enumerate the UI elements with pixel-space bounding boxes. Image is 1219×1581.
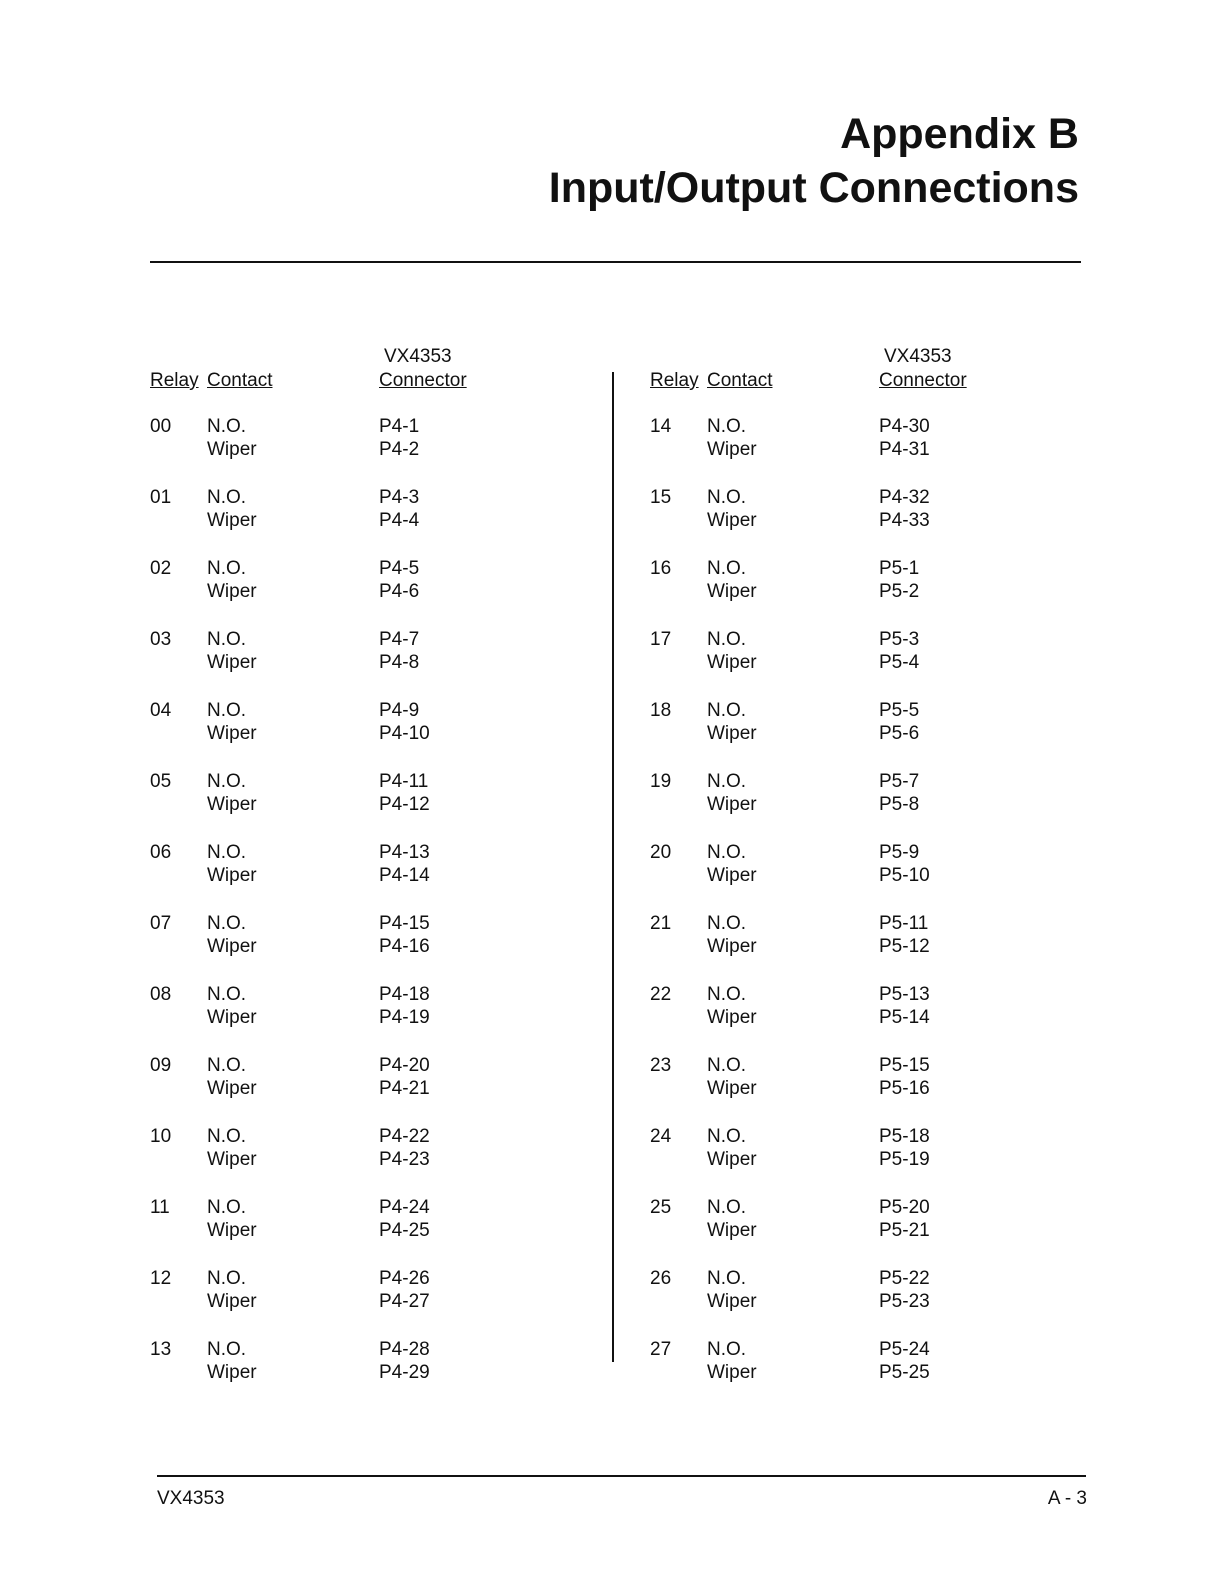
connector-pin-wiper: P4-16 bbox=[379, 936, 430, 957]
relay-number: 21 bbox=[650, 913, 672, 934]
header-connector-model: VX4353 bbox=[884, 346, 952, 367]
contact-no-label: N.O. bbox=[207, 984, 247, 1005]
table-row bbox=[650, 1125, 1010, 1196]
relay-number: 14 bbox=[650, 416, 672, 437]
contact-no-label: N.O. bbox=[707, 913, 747, 934]
connector-pin-no: P4-18 bbox=[379, 984, 430, 1005]
connector-pin-no: P4-3 bbox=[379, 487, 420, 508]
contact-no-label: N.O. bbox=[707, 416, 747, 437]
connector-pin-wiper: P5-21 bbox=[879, 1220, 930, 1241]
contact-wiper-label: Wiper bbox=[207, 510, 257, 531]
connector-pin-no: P4-28 bbox=[379, 1339, 430, 1360]
contact-no-label: N.O. bbox=[707, 1268, 747, 1289]
connector-pin-wiper: P5-8 bbox=[879, 794, 920, 815]
connector-pin-wiper: P4-14 bbox=[379, 865, 430, 886]
connector-pin-no: P5-11 bbox=[879, 913, 929, 934]
relay-number: 00 bbox=[150, 416, 172, 437]
contact-no-label: N.O. bbox=[207, 1339, 247, 1360]
contact-wiper-label: Wiper bbox=[207, 936, 257, 957]
table-row bbox=[650, 1054, 1010, 1125]
header-relay: Relay bbox=[650, 370, 699, 391]
contact-wiper-label: Wiper bbox=[707, 1149, 757, 1170]
table-row bbox=[150, 628, 510, 699]
contact-no-label: N.O. bbox=[707, 487, 747, 508]
connector-pin-wiper: P5-2 bbox=[879, 581, 920, 602]
connector-pin-no: P4-7 bbox=[379, 629, 420, 650]
connector-pin-wiper: P4-2 bbox=[379, 439, 420, 460]
contact-no-label: N.O. bbox=[707, 1197, 747, 1218]
table-row bbox=[150, 1054, 510, 1125]
table-row bbox=[650, 557, 1010, 628]
contact-no-label: N.O. bbox=[207, 1197, 247, 1218]
contact-wiper-label: Wiper bbox=[207, 1291, 257, 1312]
contact-wiper-label: Wiper bbox=[707, 510, 757, 531]
header-relay: Relay bbox=[150, 370, 199, 391]
contact-no-label: N.O. bbox=[707, 1126, 747, 1147]
table-rows bbox=[650, 415, 1010, 1409]
relay-number: 15 bbox=[650, 487, 672, 508]
table-row bbox=[650, 912, 1010, 983]
table-row bbox=[650, 628, 1010, 699]
contact-wiper-label: Wiper bbox=[207, 723, 257, 744]
connector-pin-no: P4-1 bbox=[379, 416, 420, 437]
table-row bbox=[150, 557, 510, 628]
connector-pin-no: P5-15 bbox=[879, 1055, 930, 1076]
connector-pin-no: P4-26 bbox=[379, 1268, 430, 1289]
column-divider-rule bbox=[612, 372, 614, 1362]
relay-number: 18 bbox=[650, 700, 672, 721]
contact-no-label: N.O. bbox=[707, 1055, 747, 1076]
connector-pin-wiper: P4-4 bbox=[379, 510, 420, 531]
table-row bbox=[650, 415, 1010, 486]
contact-no-label: N.O. bbox=[707, 1339, 747, 1360]
relay-number: 20 bbox=[650, 842, 672, 863]
connection-table-left bbox=[150, 343, 510, 1409]
connector-pin-wiper: P5-10 bbox=[879, 865, 930, 886]
connector-pin-no: P5-9 bbox=[879, 842, 920, 863]
connector-pin-no: P4-22 bbox=[379, 1126, 430, 1147]
connection-table-right bbox=[650, 343, 1010, 1409]
connector-pin-no: P4-32 bbox=[879, 487, 930, 508]
contact-no-label: N.O. bbox=[207, 913, 247, 934]
connector-pin-wiper: P4-29 bbox=[379, 1362, 430, 1383]
contact-wiper-label: Wiper bbox=[207, 865, 257, 886]
top-divider-rule bbox=[150, 261, 1081, 263]
connector-pin-no: P5-3 bbox=[879, 629, 920, 650]
table-row bbox=[650, 699, 1010, 770]
relay-number: 06 bbox=[150, 842, 172, 863]
table-row bbox=[150, 699, 510, 770]
contact-wiper-label: Wiper bbox=[207, 439, 257, 460]
contact-no-label: N.O. bbox=[707, 984, 747, 1005]
connector-pin-no: P5-24 bbox=[879, 1339, 930, 1360]
contact-no-label: N.O. bbox=[207, 558, 247, 579]
relay-number: 04 bbox=[150, 700, 172, 721]
contact-wiper-label: Wiper bbox=[707, 794, 757, 815]
table-row bbox=[650, 841, 1010, 912]
table-row bbox=[650, 1267, 1010, 1338]
contact-no-label: N.O. bbox=[207, 416, 247, 437]
contact-no-label: N.O. bbox=[207, 771, 247, 792]
relay-number: 03 bbox=[150, 629, 172, 650]
table-row bbox=[150, 841, 510, 912]
connector-pin-no: P5-5 bbox=[879, 700, 920, 721]
contact-wiper-label: Wiper bbox=[707, 865, 757, 886]
connector-pin-wiper: P5-6 bbox=[879, 723, 920, 744]
table-row bbox=[150, 1338, 510, 1409]
contact-wiper-label: Wiper bbox=[207, 794, 257, 815]
connector-pin-no: P5-18 bbox=[879, 1126, 930, 1147]
footer-page-number: A - 3 bbox=[1047, 1488, 1087, 1509]
header-connector-model: VX4353 bbox=[384, 346, 452, 367]
contact-no-label: N.O. bbox=[207, 1126, 247, 1147]
connector-pin-no: P5-20 bbox=[879, 1197, 930, 1218]
relay-number: 07 bbox=[150, 913, 172, 934]
table-row bbox=[650, 983, 1010, 1054]
relay-number: 17 bbox=[650, 629, 672, 650]
contact-no-label: N.O. bbox=[207, 629, 247, 650]
relay-number: 08 bbox=[150, 984, 172, 1005]
connector-pin-wiper: P5-16 bbox=[879, 1078, 930, 1099]
connector-pin-wiper: P5-12 bbox=[879, 936, 930, 957]
contact-no-label: N.O. bbox=[207, 487, 247, 508]
table-row bbox=[150, 1125, 510, 1196]
connector-pin-wiper: P5-23 bbox=[879, 1291, 930, 1312]
header-contact: Contact bbox=[207, 370, 273, 391]
relay-number: 27 bbox=[650, 1339, 672, 1360]
relay-number: 12 bbox=[150, 1268, 172, 1289]
contact-no-label: N.O. bbox=[207, 842, 247, 863]
contact-wiper-label: Wiper bbox=[207, 1362, 257, 1383]
contact-wiper-label: Wiper bbox=[707, 1078, 757, 1099]
relay-number: 01 bbox=[150, 487, 172, 508]
table-row bbox=[150, 1267, 510, 1338]
contact-no-label: N.O. bbox=[707, 629, 747, 650]
page-title-appendix: Appendix B bbox=[840, 110, 1079, 158]
relay-number: 19 bbox=[650, 771, 672, 792]
contact-wiper-label: Wiper bbox=[207, 652, 257, 673]
table-row bbox=[150, 983, 510, 1054]
relay-number: 11 bbox=[150, 1197, 170, 1218]
relay-number: 23 bbox=[650, 1055, 672, 1076]
table-row bbox=[150, 1196, 510, 1267]
relay-number: 24 bbox=[650, 1126, 672, 1147]
connector-pin-wiper: P4-25 bbox=[379, 1220, 430, 1241]
contact-wiper-label: Wiper bbox=[707, 723, 757, 744]
table-rows bbox=[150, 415, 510, 1409]
footer-product-name: VX4353 bbox=[157, 1488, 225, 1509]
table-row bbox=[650, 486, 1010, 557]
contact-wiper-label: Wiper bbox=[207, 1220, 257, 1241]
relay-number: 26 bbox=[650, 1268, 672, 1289]
contact-no-label: N.O. bbox=[707, 558, 747, 579]
connector-pin-no: P4-15 bbox=[379, 913, 430, 934]
connector-pin-no: P4-5 bbox=[379, 558, 420, 579]
contact-wiper-label: Wiper bbox=[207, 1078, 257, 1099]
connector-pin-no: P5-22 bbox=[879, 1268, 930, 1289]
header-connector: Connector bbox=[879, 370, 967, 391]
contact-wiper-label: Wiper bbox=[707, 1220, 757, 1241]
connector-pin-no: P5-7 bbox=[879, 771, 920, 792]
connector-pin-wiper: P4-10 bbox=[379, 723, 430, 744]
connector-pin-wiper: P4-6 bbox=[379, 581, 420, 602]
connector-pin-wiper: P4-19 bbox=[379, 1007, 430, 1028]
relay-number: 05 bbox=[150, 771, 172, 792]
connector-pin-wiper: P4-8 bbox=[379, 652, 420, 673]
connector-pin-no: P5-1 bbox=[879, 558, 920, 579]
contact-wiper-label: Wiper bbox=[707, 1007, 757, 1028]
table-header bbox=[650, 343, 1010, 393]
table-row bbox=[150, 415, 510, 486]
relay-number: 13 bbox=[150, 1339, 172, 1360]
connector-pin-no: P5-13 bbox=[879, 984, 930, 1005]
connector-pin-wiper: P5-19 bbox=[879, 1149, 930, 1170]
connector-pin-wiper: P5-25 bbox=[879, 1362, 930, 1383]
contact-no-label: N.O. bbox=[207, 1268, 247, 1289]
header-connector: Connector bbox=[379, 370, 467, 391]
table-row bbox=[150, 912, 510, 983]
contact-wiper-label: Wiper bbox=[707, 439, 757, 460]
footer-divider-rule bbox=[157, 1475, 1086, 1477]
contact-no-label: N.O. bbox=[707, 771, 747, 792]
relay-number: 10 bbox=[150, 1126, 172, 1147]
relay-number: 02 bbox=[150, 558, 172, 579]
contact-wiper-label: Wiper bbox=[707, 1291, 757, 1312]
connector-pin-no: P4-20 bbox=[379, 1055, 430, 1076]
table-row bbox=[650, 1338, 1010, 1409]
contact-wiper-label: Wiper bbox=[707, 1362, 757, 1383]
connector-pin-no: P4-24 bbox=[379, 1197, 430, 1218]
contact-wiper-label: Wiper bbox=[707, 652, 757, 673]
table-row bbox=[150, 770, 510, 841]
table-row bbox=[650, 1196, 1010, 1267]
relay-number: 09 bbox=[150, 1055, 172, 1076]
connector-pin-wiper: P4-23 bbox=[379, 1149, 430, 1170]
connector-pin-no: P4-30 bbox=[879, 416, 930, 437]
connector-pin-wiper: P4-27 bbox=[379, 1291, 430, 1312]
page-title-subject: Input/Output Connections bbox=[548, 164, 1079, 212]
connector-pin-no: P4-13 bbox=[379, 842, 430, 863]
contact-wiper-label: Wiper bbox=[207, 1149, 257, 1170]
connector-pin-wiper: P5-4 bbox=[879, 652, 920, 673]
header-contact: Contact bbox=[707, 370, 773, 391]
connector-pin-wiper: P4-12 bbox=[379, 794, 430, 815]
connector-pin-wiper: P4-33 bbox=[879, 510, 930, 531]
contact-no-label: N.O. bbox=[207, 700, 247, 721]
connector-pin-no: P4-11 bbox=[379, 771, 429, 792]
contact-no-label: N.O. bbox=[207, 1055, 247, 1076]
connector-pin-wiper: P4-21 bbox=[379, 1078, 430, 1099]
connector-pin-wiper: P5-14 bbox=[879, 1007, 930, 1028]
contact-wiper-label: Wiper bbox=[207, 581, 257, 602]
contact-wiper-label: Wiper bbox=[707, 581, 757, 602]
relay-number: 22 bbox=[650, 984, 672, 1005]
table-header bbox=[150, 343, 510, 393]
table-row bbox=[150, 486, 510, 557]
table-row bbox=[650, 770, 1010, 841]
relay-number: 16 bbox=[650, 558, 672, 579]
contact-wiper-label: Wiper bbox=[207, 1007, 257, 1028]
relay-number: 25 bbox=[650, 1197, 672, 1218]
connector-pin-no: P4-9 bbox=[379, 700, 420, 721]
contact-no-label: N.O. bbox=[707, 700, 747, 721]
contact-wiper-label: Wiper bbox=[707, 936, 757, 957]
contact-no-label: N.O. bbox=[707, 842, 747, 863]
connector-pin-wiper: P4-31 bbox=[879, 439, 930, 460]
